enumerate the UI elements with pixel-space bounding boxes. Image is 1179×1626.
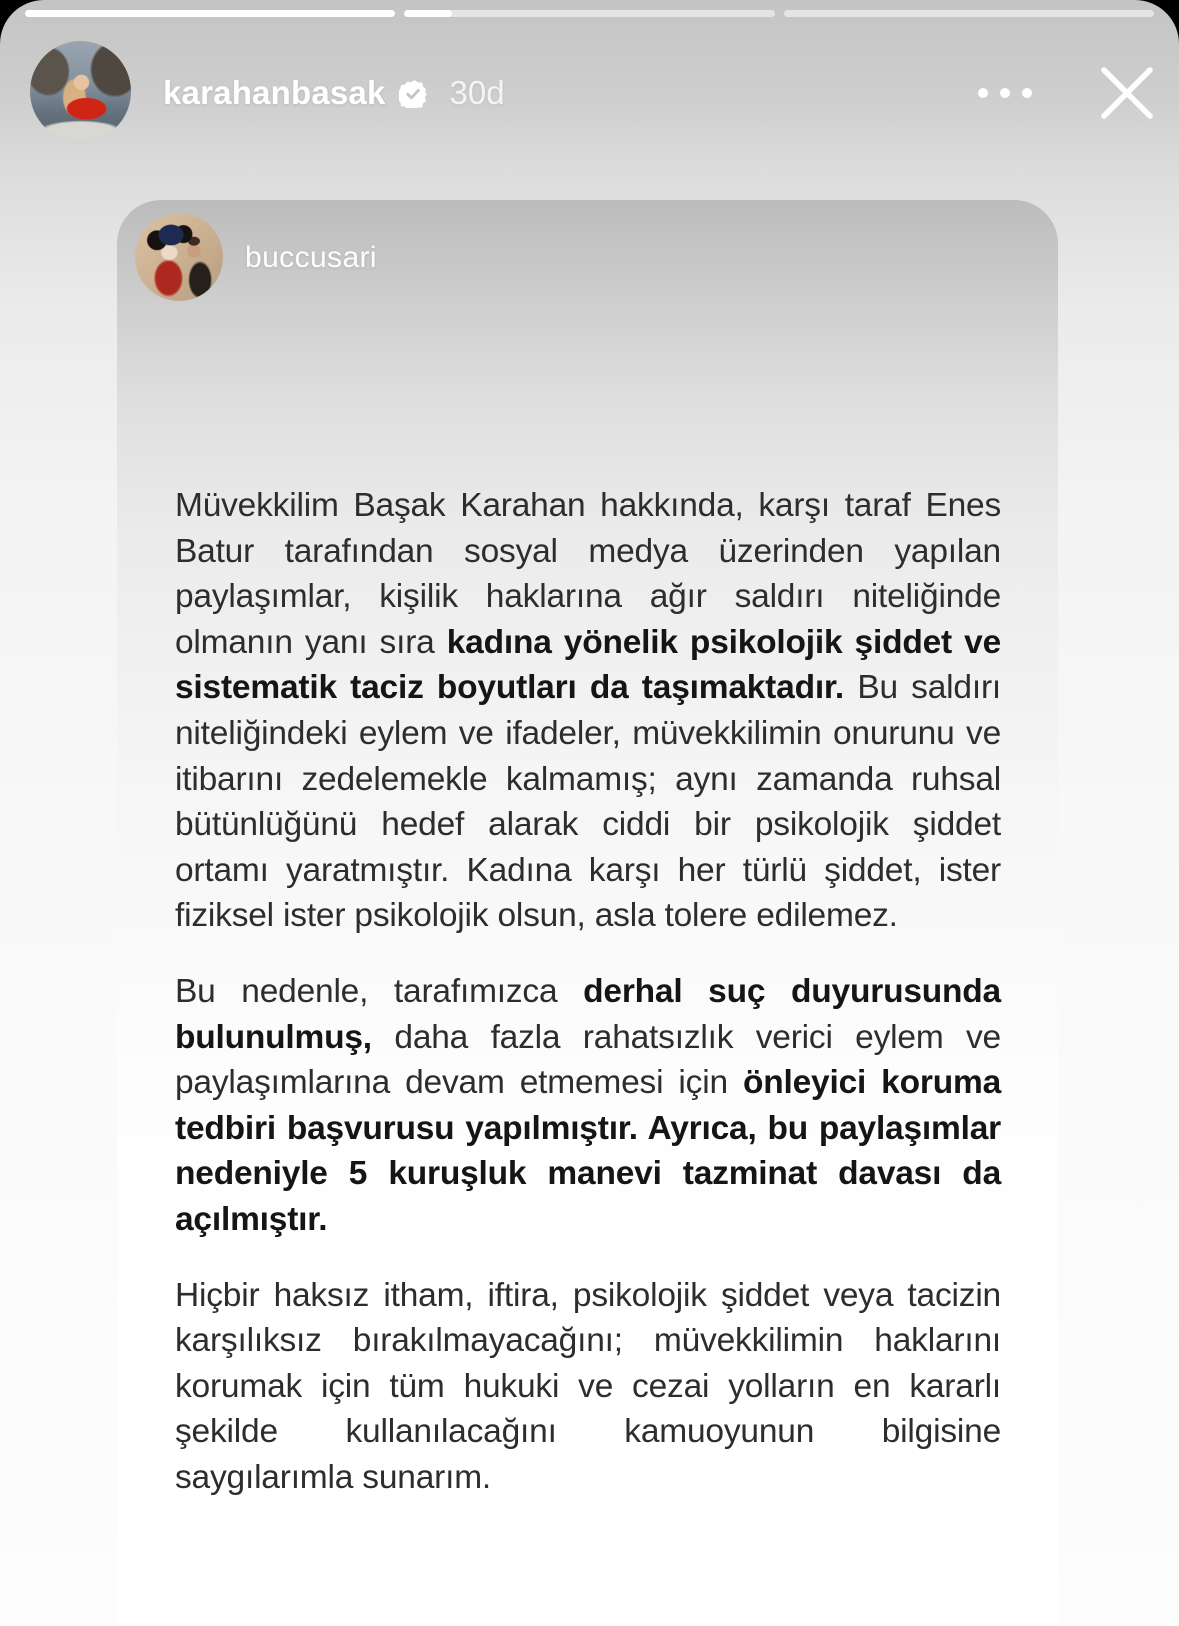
- progress-segment: [404, 10, 774, 17]
- close-icon[interactable]: [1096, 62, 1158, 124]
- paragraph: Bu nedenle, tarafımızca derhal suç duyurusunda bulunulmuş, daha fazla rahatsızlık verici eylem ve paylaşımlarına devam etmemesi için önleyici koruma tedbiri başvurusu yapılmıştır. Ayrıca, bu paylaşımlar nedeniyle 5 kuruşluk manevi tazminat davası da açılmıştır.: [175, 972, 1001, 1238]
- paragraph: Hiçbir haksız itham, iftira, psikolojik şiddet veya tacizin karşılıksız bırakılmayacağını; müvekkilimin haklarını korumak için tüm hukuki ve cezai yolların en kararlı şekilde kullanılacağını kamuoyunun bilgisine saygılarımla sunarım.: [175, 1276, 1001, 1496]
- more-options-icon[interactable]: [978, 88, 1032, 98]
- reshared-post-card[interactable]: [117, 200, 1058, 1626]
- progress-segment: [25, 10, 395, 17]
- story-text: [175, 483, 1001, 1530]
- verified-badge-icon: [399, 80, 427, 108]
- username[interactable]: karahanbasak: [163, 74, 386, 111]
- reshared-username[interactable]: buccusari: [245, 241, 377, 274]
- story-progress-bar: [25, 10, 1154, 17]
- progress-segment: [784, 10, 1154, 17]
- story-timestamp: 30d: [449, 74, 505, 111]
- story-header: [163, 74, 505, 112]
- avatar[interactable]: [30, 41, 131, 142]
- paragraph: Müvekkilim Başak Karahan hakkında, karşı taraf Enes Batur tarafından sosyal medya üzerinden yapılan paylaşımlar, kişilik haklarına ağır saldırı niteliğinde olmanın yanı sıra kadına yönelik psikolojik şiddet ve sistematik taciz boyutları da taşımaktadır. Bu saldırı niteliğindeki eylem ve ifadeler, müvekkilimin onurunu ve itibarını zedelemekle kalmamış; aynı zamanda ruhsal bütünlüğünü hedef alarak ciddi bir psikolojik şiddet ortamı yaratmıştır. Kadına karşı her türlü şiddet, ister fiziksel ister psikolojik olsun, asla tolere edilemez.: [175, 487, 1002, 935]
- reshared-avatar[interactable]: [135, 213, 223, 301]
